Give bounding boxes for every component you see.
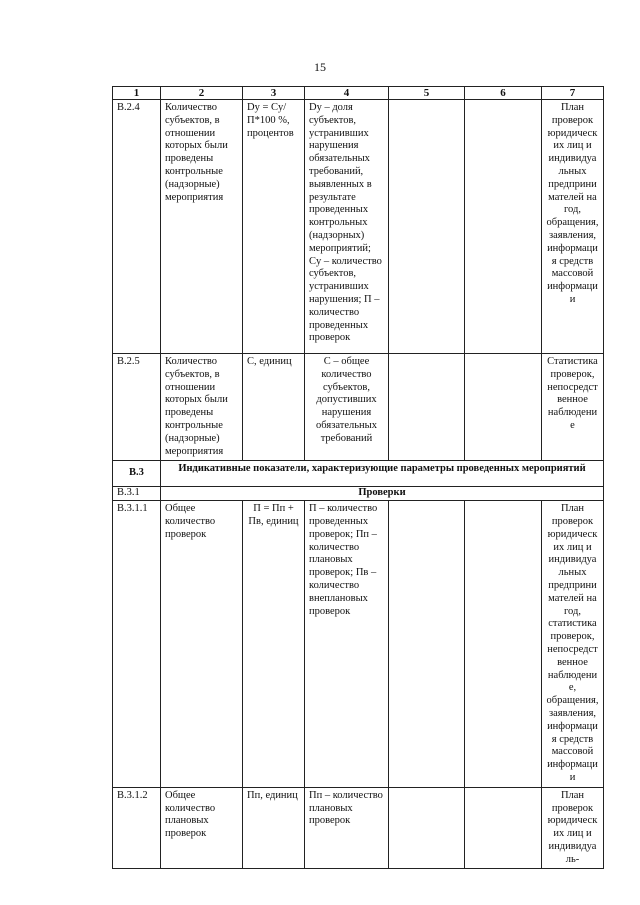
indicators-table: [112, 86, 604, 869]
row-empty-cell: [465, 501, 542, 788]
row-source: Статистика проверок, непосредственное наблюдение: [542, 354, 604, 461]
row-name: Количество субъектов, в отношении которых были проведены контрольные (надзорные) мероприятия: [161, 100, 243, 354]
row-code: B.2.4: [113, 100, 161, 354]
header-cell: 4: [305, 87, 389, 100]
row-description: Dy – доля субъектов, устранивших нарушения обязательных требований, выявленных в результате проведенных контрольных (надзорных) мероприятий; Cy – количество субъектов, устранивших нарушения; П – количество проведенных проверок: [305, 100, 389, 354]
table-row: [113, 100, 604, 354]
section-row: [113, 487, 604, 501]
row-source: План проверок юридических лиц и индивидуаль-: [542, 787, 604, 869]
row-source: План проверок юридических лиц и индивидуальных предпринимателей на год, статистика проверок, непосредственное наблюдение, обращения, заявления, информация средств массовой информации: [542, 501, 604, 788]
row-name: Общее количество плановых проверок: [161, 787, 243, 869]
section-code: B.3.1: [113, 487, 161, 501]
row-code: B.2.5: [113, 354, 161, 461]
header-cell: 2: [161, 87, 243, 100]
section-row: [113, 461, 604, 487]
row-formula: Пп, единиц: [243, 787, 305, 869]
header-row: [113, 87, 604, 100]
header-cell: 1: [113, 87, 161, 100]
page-number: 15: [314, 60, 326, 74]
row-empty-cell: [465, 787, 542, 869]
row-empty-cell: [389, 501, 465, 788]
row-code: B.3.1.2: [113, 787, 161, 869]
row-code: B.3.1.1: [113, 501, 161, 788]
row-name: Общее количество проверок: [161, 501, 243, 788]
row-description: Пп – количество плановых проверок: [305, 787, 389, 869]
row-empty-cell: [389, 100, 465, 354]
row-empty-cell: [465, 100, 542, 354]
row-empty-cell: [389, 787, 465, 869]
row-formula: Dy = Cy/П*100 %, процентов: [243, 100, 305, 354]
row-formula: П = Пп + Пв, единиц: [243, 501, 305, 788]
row-description: С – общее количество субъектов, допустивших нарушения обязательных требований: [305, 354, 389, 461]
row-formula: С, единиц: [243, 354, 305, 461]
table-row: [113, 501, 604, 788]
row-source: План проверок юридических лиц и индивидуальных предпринимателей на год, обращения, заявления, информация средств массовой информации: [542, 100, 604, 354]
header-cell: 6: [465, 87, 542, 100]
header-cell: 5: [389, 87, 465, 100]
row-empty-cell: [389, 354, 465, 461]
section-title: Индикативные показатели, характеризующие параметры проведенных мероприятий: [161, 461, 604, 487]
row-empty-cell: [465, 354, 542, 461]
table-row: [113, 354, 604, 461]
header-cell: 3: [243, 87, 305, 100]
row-description: П – количество проведенных проверок; Пп – количество плановых проверок; Пв – количество внеплановых проверок: [305, 501, 389, 788]
section-title: Проверки: [161, 487, 604, 501]
header-cell: 7: [542, 87, 604, 100]
table-row: [113, 787, 604, 869]
section-code: B.3: [113, 461, 161, 487]
row-name: Количество субъектов, в отношении которых были проведены контрольные (надзорные) мероприятия: [161, 354, 243, 461]
